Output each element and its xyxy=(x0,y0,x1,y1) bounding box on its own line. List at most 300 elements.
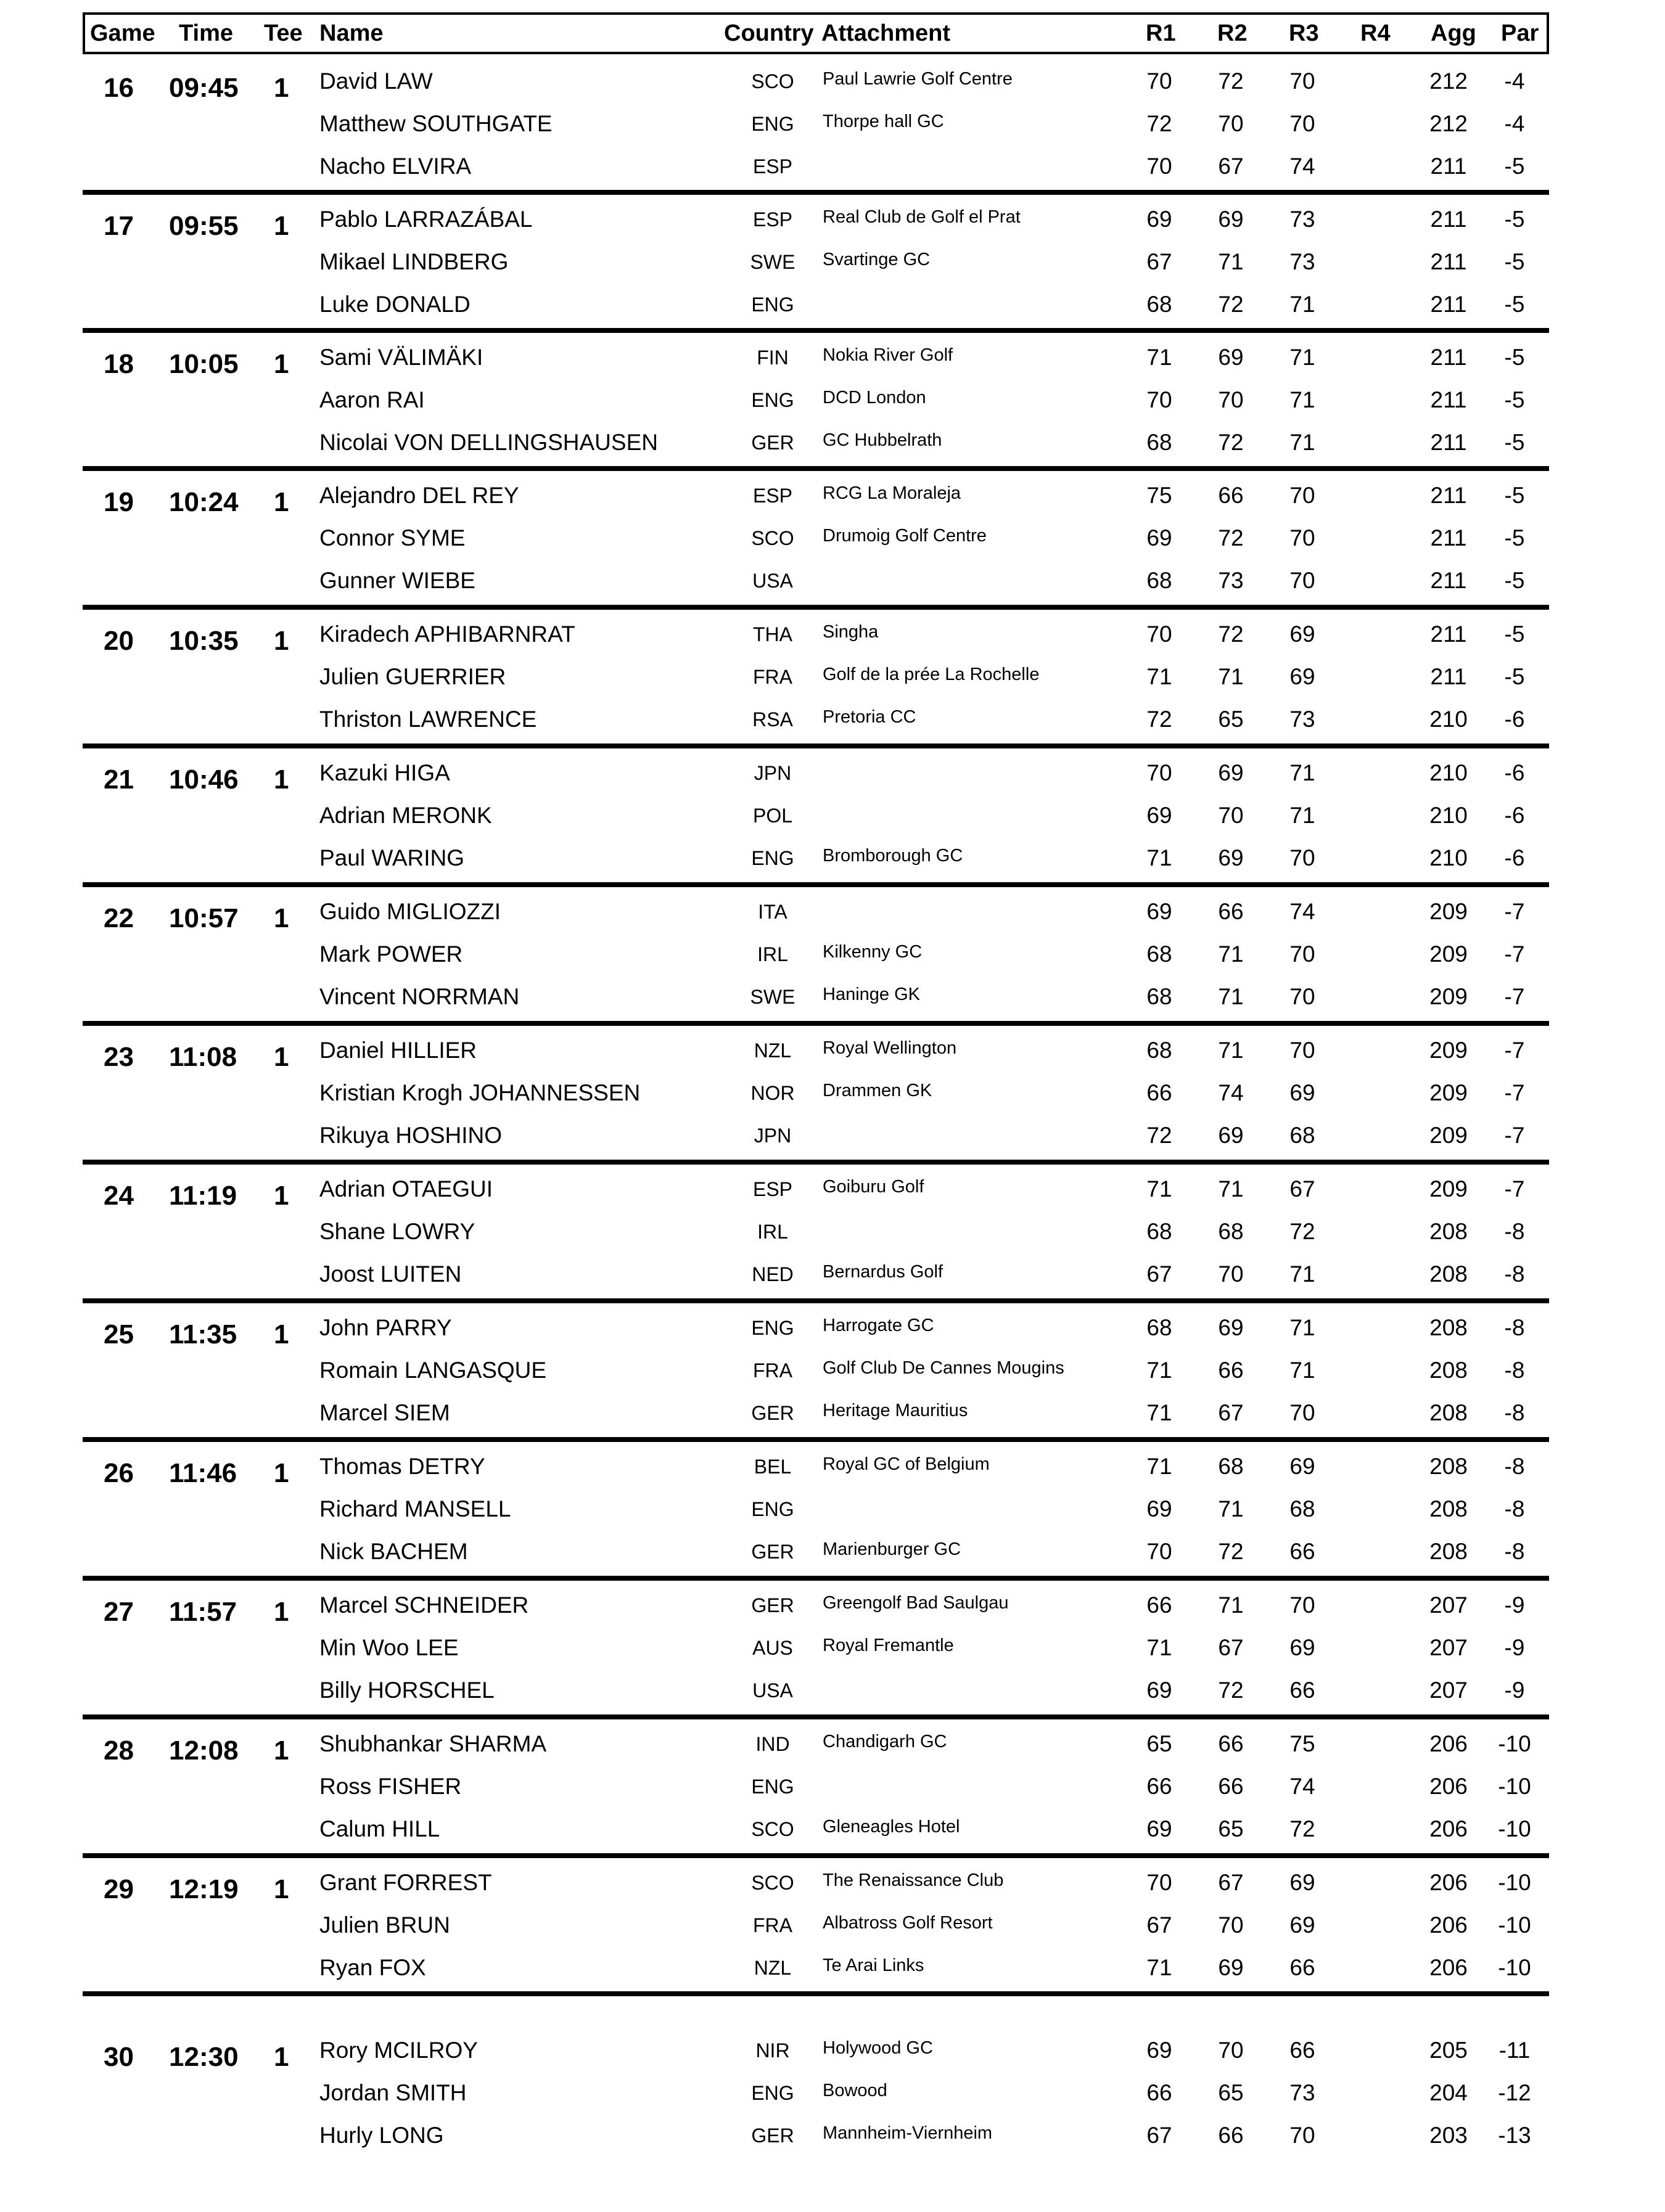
round-2-score: 72 xyxy=(1218,68,1244,94)
round-2-score: 71 xyxy=(1218,941,1244,967)
player-row xyxy=(83,241,1549,283)
group-divider xyxy=(83,328,1549,333)
header-country: Country xyxy=(724,20,814,46)
round-2-score: 73 xyxy=(1218,568,1244,593)
player-name: Alejandro DEL REY xyxy=(319,483,519,508)
round-2-score: 71 xyxy=(1218,1176,1244,1202)
tee-number: 1 xyxy=(274,1874,289,1904)
player-row xyxy=(83,1488,1549,1530)
tee-time: 09:45 xyxy=(169,73,239,103)
par-score: -10 xyxy=(1498,1774,1531,1799)
aggregate-score: 206 xyxy=(1429,1870,1468,1895)
player-row xyxy=(83,1392,1549,1434)
round-3-score: 69 xyxy=(1289,1635,1315,1660)
player-country: GER xyxy=(751,1594,794,1616)
tee-number: 1 xyxy=(274,1735,289,1766)
player-country: SWE xyxy=(750,251,796,273)
player-attachment: Svartinge GC xyxy=(823,250,931,269)
player-country: THA xyxy=(753,623,792,645)
game-number: 18 xyxy=(104,349,134,379)
player-name: Adrian OTAEGUI xyxy=(319,1176,493,1202)
player-country: IND xyxy=(755,1733,790,1755)
par-score: -5 xyxy=(1504,292,1525,317)
player-country: ENG xyxy=(751,113,794,135)
round-3-score: 70 xyxy=(1289,68,1315,94)
tee-number: 1 xyxy=(274,764,289,795)
player-country: GER xyxy=(751,1402,794,1424)
player-attachment: Royal GC of Belgium xyxy=(823,1454,990,1474)
player-row xyxy=(83,199,1549,240)
player-row xyxy=(83,1211,1549,1253)
round-3-score: 73 xyxy=(1289,707,1315,732)
game-number: 17 xyxy=(104,211,134,241)
par-score: -9 xyxy=(1504,1677,1525,1703)
player-name: Ryan FOX xyxy=(319,1955,426,1980)
round-2-score: 69 xyxy=(1218,345,1244,370)
tee-number: 1 xyxy=(274,1597,289,1627)
round-1-score: 68 xyxy=(1146,430,1172,455)
tee-number: 1 xyxy=(274,903,289,933)
aggregate-score: 211 xyxy=(1430,207,1467,232)
tee-time: 10:46 xyxy=(169,764,239,795)
player-name: Rory MCILROY xyxy=(319,2038,478,2063)
player-row xyxy=(83,560,1549,602)
round-2-score: 72 xyxy=(1218,292,1244,317)
player-attachment: Bernardus Golf xyxy=(823,1262,944,1282)
player-country: NZL xyxy=(754,1957,792,1979)
player-country: NIR xyxy=(755,2039,790,2062)
player-attachment: Gleneagles Hotel xyxy=(823,1817,960,1837)
header-r2: R2 xyxy=(1217,20,1248,46)
round-3-score: 70 xyxy=(1289,525,1315,551)
group-divider xyxy=(83,882,1549,887)
game-number: 19 xyxy=(104,487,134,517)
player-attachment: Royal Wellington xyxy=(823,1038,957,1058)
par-score: -6 xyxy=(1504,803,1525,828)
player-row xyxy=(83,698,1549,740)
round-3-score: 70 xyxy=(1289,1038,1315,1063)
player-row xyxy=(83,1253,1549,1295)
round-2-score: 72 xyxy=(1218,430,1244,455)
player-name: Adrian MERONK xyxy=(319,803,492,828)
round-1-score: 70 xyxy=(1146,1870,1172,1895)
tee-group xyxy=(83,1446,1549,1585)
par-score: -5 xyxy=(1504,483,1525,508)
par-score: -8 xyxy=(1504,1358,1525,1383)
round-3-score: 72 xyxy=(1289,1816,1315,1841)
player-row xyxy=(83,1723,1549,1765)
player-row xyxy=(83,475,1549,517)
round-3-score: 70 xyxy=(1289,1592,1315,1618)
player-attachment: The Renaissance Club xyxy=(823,1870,1004,1890)
player-attachment: Singha xyxy=(823,622,879,642)
player-name: Sami VÄLIMÄKI xyxy=(319,345,483,370)
player-country: FRA xyxy=(753,1914,792,1936)
tee-number: 1 xyxy=(274,211,289,241)
round-1-score: 71 xyxy=(1146,1358,1172,1383)
par-score: -10 xyxy=(1498,1731,1531,1756)
round-3-score: 71 xyxy=(1289,803,1315,828)
round-3-score: 74 xyxy=(1289,1774,1315,1799)
round-3-score: 71 xyxy=(1289,1315,1315,1340)
tee-time: 09:55 xyxy=(169,211,239,241)
group-divider xyxy=(83,605,1549,610)
tee-number: 1 xyxy=(274,1458,289,1488)
header-r3: R3 xyxy=(1289,20,1319,46)
group-divider xyxy=(83,1576,1549,1581)
round-1-score: 66 xyxy=(1146,1080,1172,1105)
par-score: -12 xyxy=(1498,2080,1531,2105)
aggregate-score: 208 xyxy=(1429,1400,1468,1425)
round-1-score: 68 xyxy=(1146,1038,1172,1063)
player-attachment: Goiburu Golf xyxy=(823,1177,924,1197)
group-divider xyxy=(83,1298,1549,1303)
par-score: -11 xyxy=(1498,2038,1531,2063)
player-name: Shubhankar SHARMA xyxy=(319,1731,547,1756)
round-2-score: 72 xyxy=(1218,1539,1244,1564)
game-number: 24 xyxy=(104,1181,134,1211)
tee-group xyxy=(83,613,1549,753)
round-1-score: 72 xyxy=(1146,111,1172,136)
tee-number: 1 xyxy=(274,626,289,656)
player-name: Calum HILL xyxy=(319,1816,440,1841)
game-number: 22 xyxy=(104,903,134,933)
round-2-score: 66 xyxy=(1218,2123,1244,2148)
tee-group xyxy=(83,60,1549,200)
player-row xyxy=(83,837,1549,879)
round-3-score: 70 xyxy=(1289,111,1315,136)
par-score: -7 xyxy=(1504,1038,1525,1063)
tee-time: 11:57 xyxy=(169,1597,237,1627)
player-name: Julien GUERRIER xyxy=(319,664,506,689)
tee-time: 10:05 xyxy=(169,349,239,379)
player-country: RSA xyxy=(752,708,793,731)
round-1-score: 69 xyxy=(1146,1816,1172,1841)
player-country: POL xyxy=(752,805,793,827)
player-row xyxy=(83,1947,1549,1989)
round-2-score: 69 xyxy=(1218,1315,1244,1340)
player-name: Matthew SOUTHGATE xyxy=(319,111,553,136)
player-country: NZL xyxy=(754,1039,792,1062)
round-1-score: 68 xyxy=(1146,1219,1172,1244)
par-score: -5 xyxy=(1504,207,1525,232)
aggregate-score: 207 xyxy=(1429,1635,1468,1660)
player-name: Grant FORREST xyxy=(319,1870,492,1895)
player-attachment: Marienburger GC xyxy=(823,1539,961,1559)
tee-time: 10:24 xyxy=(169,487,239,517)
round-2-score: 72 xyxy=(1218,1677,1244,1703)
par-score: -10 xyxy=(1498,1955,1531,1980)
header-r1: R1 xyxy=(1146,20,1176,46)
player-attachment: Albatross Golf Resort xyxy=(823,1913,993,1933)
player-attachment: Real Club de Golf el Prat xyxy=(823,207,1021,227)
par-score: -10 xyxy=(1498,1816,1531,1841)
player-country: FRA xyxy=(753,666,792,688)
tee-group xyxy=(83,1723,1549,1862)
round-2-score: 68 xyxy=(1218,1219,1244,1244)
round-3-score: 70 xyxy=(1289,1400,1315,1425)
player-row xyxy=(83,1030,1549,1071)
player-country: ENG xyxy=(751,293,794,316)
round-1-score: 68 xyxy=(1146,568,1172,593)
par-score: -8 xyxy=(1504,1219,1525,1244)
round-2-score: 67 xyxy=(1218,1635,1244,1660)
player-row xyxy=(83,613,1549,655)
player-attachment: Golf Club De Cannes Mougins xyxy=(823,1358,1064,1378)
tee-group xyxy=(83,475,1549,614)
round-2-score: 65 xyxy=(1218,1816,1244,1841)
player-name: Min Woo LEE xyxy=(319,1635,459,1660)
round-1-score: 69 xyxy=(1146,1677,1172,1703)
aggregate-score: 212 xyxy=(1429,111,1468,136)
round-2-score: 70 xyxy=(1218,2038,1244,2063)
round-1-score: 71 xyxy=(1146,1635,1172,1660)
player-name: Nicolai VON DELLINGSHAUSEN xyxy=(319,430,658,455)
group-divider xyxy=(83,1021,1549,1026)
par-score: -5 xyxy=(1504,568,1525,593)
player-row xyxy=(83,379,1549,421)
par-score: -5 xyxy=(1504,430,1525,455)
player-country: JPN xyxy=(754,1124,792,1147)
par-score: -10 xyxy=(1498,1912,1531,1938)
aggregate-score: 208 xyxy=(1429,1315,1468,1340)
round-3-score: 69 xyxy=(1289,1870,1315,1895)
round-2-score: 71 xyxy=(1218,249,1244,274)
game-number: 28 xyxy=(104,1735,134,1766)
player-country: SCO xyxy=(751,70,794,92)
player-country: SCO xyxy=(751,527,794,549)
aggregate-score: 211 xyxy=(1430,249,1467,274)
player-name: Richard MANSELL xyxy=(319,1496,511,1522)
player-row xyxy=(83,1669,1549,1711)
aggregate-score: 211 xyxy=(1430,621,1467,647)
aggregate-score: 205 xyxy=(1429,2038,1468,2063)
aggregate-score: 211 xyxy=(1430,387,1467,412)
player-attachment: Bowood xyxy=(823,2081,887,2100)
player-country: GER xyxy=(751,1541,794,1563)
round-2-score: 74 xyxy=(1218,1080,1244,1105)
group-divider xyxy=(83,1991,1549,1996)
player-name: Shane LOWRY xyxy=(319,1219,475,1244)
par-score: -8 xyxy=(1504,1454,1525,1479)
aggregate-score: 203 xyxy=(1429,2123,1468,2148)
header-agg: Agg xyxy=(1431,20,1476,46)
aggregate-score: 206 xyxy=(1429,1774,1468,1799)
par-score: -7 xyxy=(1504,984,1525,1009)
round-2-score: 66 xyxy=(1218,1358,1244,1383)
round-1-score: 69 xyxy=(1146,1496,1172,1522)
tee-time: 11:35 xyxy=(169,1319,237,1350)
aggregate-score: 211 xyxy=(1430,154,1467,179)
par-score: -6 xyxy=(1504,707,1525,732)
round-3-score: 68 xyxy=(1289,1496,1315,1522)
player-name: Hurly LONG xyxy=(319,2123,444,2148)
tee-group xyxy=(83,1168,1549,1308)
par-score: -5 xyxy=(1504,664,1525,689)
aggregate-score: 208 xyxy=(1429,1219,1468,1244)
player-name: Jordan SMITH xyxy=(319,2080,467,2105)
round-1-score: 68 xyxy=(1146,292,1172,317)
player-name: Rikuya HOSHINO xyxy=(319,1123,503,1148)
header-r4: R4 xyxy=(1360,20,1391,46)
round-1-score: 68 xyxy=(1146,941,1172,967)
aggregate-score: 210 xyxy=(1429,707,1468,732)
player-name: Billy HORSCHEL xyxy=(319,1677,495,1703)
par-score: -5 xyxy=(1504,154,1525,179)
round-3-score: 71 xyxy=(1289,387,1315,412)
tee-group xyxy=(83,1584,1549,1724)
player-attachment: Thorpe hall GC xyxy=(823,112,944,131)
player-name: Daniel HILLIER xyxy=(319,1038,477,1063)
player-country: ENG xyxy=(751,389,794,411)
aggregate-score: 206 xyxy=(1429,1912,1468,1938)
player-row xyxy=(83,2072,1549,2114)
par-score: -7 xyxy=(1504,899,1525,924)
player-country: USA xyxy=(752,1679,793,1702)
player-name: John PARRY xyxy=(319,1315,452,1340)
round-1-score: 68 xyxy=(1146,1315,1172,1340)
par-score: -6 xyxy=(1504,760,1525,785)
player-row xyxy=(83,1307,1549,1349)
player-country: ENG xyxy=(751,1498,794,1520)
group-divider xyxy=(83,466,1549,471)
player-name: Luke DONALD xyxy=(319,292,471,317)
player-attachment: Greengolf Bad Saulgau xyxy=(823,1593,1009,1613)
player-row xyxy=(83,1446,1549,1488)
header-game: Game xyxy=(90,20,155,46)
aggregate-score: 206 xyxy=(1429,1955,1468,1980)
round-3-score: 69 xyxy=(1289,621,1315,647)
game-number: 26 xyxy=(104,1458,134,1488)
player-attachment: Drammen GK xyxy=(823,1081,932,1100)
player-name: Vincent NORRMAN xyxy=(319,984,520,1009)
round-3-score: 73 xyxy=(1289,207,1315,232)
par-score: -5 xyxy=(1504,525,1525,551)
round-3-score: 70 xyxy=(1289,568,1315,593)
player-attachment: DCD London xyxy=(823,388,926,408)
tee-group xyxy=(83,337,1549,476)
player-row xyxy=(83,933,1549,975)
player-attachment: GC Hubbelrath xyxy=(823,430,942,450)
player-country: BEL xyxy=(754,1456,792,1478)
round-1-score: 70 xyxy=(1146,68,1172,94)
game-number: 25 xyxy=(104,1319,134,1350)
round-2-score: 70 xyxy=(1218,111,1244,136)
player-name: Connor SYME xyxy=(319,525,466,551)
game-number: 27 xyxy=(104,1597,134,1627)
player-row xyxy=(83,1862,1549,1904)
player-name: Mikael LINDBERG xyxy=(319,249,509,274)
game-number: 30 xyxy=(104,2042,134,2072)
game-number: 29 xyxy=(104,1874,134,1904)
aggregate-score: 209 xyxy=(1429,1176,1468,1202)
par-score: -8 xyxy=(1504,1261,1525,1287)
round-3-score: 66 xyxy=(1289,1677,1315,1703)
round-3-score: 66 xyxy=(1289,2038,1315,2063)
par-score: -13 xyxy=(1498,2123,1531,2148)
group-divider xyxy=(83,1160,1549,1165)
player-attachment: Golf de la prée La Rochelle xyxy=(823,665,1040,684)
header-attachment: Attachment xyxy=(821,20,951,46)
aggregate-score: 212 xyxy=(1429,68,1468,94)
player-country: ENG xyxy=(751,1776,794,1798)
player-name: Nick BACHEM xyxy=(319,1539,468,1564)
aggregate-score: 209 xyxy=(1429,984,1468,1009)
player-country: SCO xyxy=(751,1818,794,1840)
player-name: Marcel SCHNEIDER xyxy=(319,1592,529,1618)
player-attachment: Heritage Mauritius xyxy=(823,1401,968,1420)
aggregate-score: 208 xyxy=(1429,1261,1468,1287)
group-divider xyxy=(83,190,1549,195)
tee-group xyxy=(83,2030,1549,2171)
round-1-score: 71 xyxy=(1146,1454,1172,1479)
round-3-score: 70 xyxy=(1289,483,1315,508)
aggregate-score: 211 xyxy=(1430,568,1467,593)
round-1-score: 72 xyxy=(1146,1123,1172,1148)
round-3-score: 75 xyxy=(1289,1731,1315,1756)
round-1-score: 66 xyxy=(1146,1592,1172,1618)
aggregate-score: 211 xyxy=(1430,525,1467,551)
round-2-score: 69 xyxy=(1218,1123,1244,1148)
player-country: JPN xyxy=(754,762,792,784)
round-3-score: 74 xyxy=(1289,899,1315,924)
aggregate-score: 210 xyxy=(1429,845,1468,870)
player-attachment: Te Arai Links xyxy=(823,1956,924,1975)
player-row xyxy=(83,795,1549,837)
player-country: USA xyxy=(752,570,793,592)
round-1-score: 69 xyxy=(1146,803,1172,828)
group-divider xyxy=(83,743,1549,748)
par-score: -8 xyxy=(1504,1539,1525,1564)
player-row xyxy=(83,656,1549,698)
tee-time: 12:19 xyxy=(169,1874,239,1904)
round-1-score: 72 xyxy=(1146,707,1172,732)
player-country: GER xyxy=(751,2124,794,2147)
player-name: Guido MIGLIOZZI xyxy=(319,899,501,924)
player-country: ITA xyxy=(758,901,787,923)
aggregate-score: 206 xyxy=(1429,1816,1468,1841)
round-1-score: 70 xyxy=(1146,760,1172,785)
round-3-score: 72 xyxy=(1289,1219,1315,1244)
tee-number: 1 xyxy=(274,487,289,517)
round-3-score: 69 xyxy=(1289,1080,1315,1105)
tee-time: 11:08 xyxy=(169,1042,237,1072)
player-name: Kazuki HIGA xyxy=(319,760,450,785)
game-number: 21 xyxy=(104,764,134,795)
player-row xyxy=(83,1627,1549,1669)
round-2-score: 67 xyxy=(1218,154,1244,179)
aggregate-score: 211 xyxy=(1430,483,1467,508)
player-row xyxy=(83,1350,1549,1391)
round-1-score: 70 xyxy=(1146,621,1172,647)
round-1-score: 67 xyxy=(1146,1912,1172,1938)
tee-number: 1 xyxy=(274,73,289,103)
aggregate-score: 211 xyxy=(1430,430,1467,455)
player-name: Kristian Krogh JOHANNESSEN xyxy=(319,1080,641,1105)
round-2-score: 69 xyxy=(1218,207,1244,232)
round-2-score: 65 xyxy=(1218,707,1244,732)
round-3-score: 69 xyxy=(1289,664,1315,689)
round-3-score: 67 xyxy=(1289,1176,1315,1202)
player-attachment: Drumoig Golf Centre xyxy=(823,526,987,546)
round-1-score: 69 xyxy=(1146,2038,1172,2063)
aggregate-score: 209 xyxy=(1429,941,1468,967)
round-1-score: 67 xyxy=(1146,1261,1172,1287)
round-2-score: 69 xyxy=(1218,760,1244,785)
round-1-score: 69 xyxy=(1146,899,1172,924)
round-1-score: 66 xyxy=(1146,1774,1172,1799)
player-row xyxy=(83,1808,1549,1850)
